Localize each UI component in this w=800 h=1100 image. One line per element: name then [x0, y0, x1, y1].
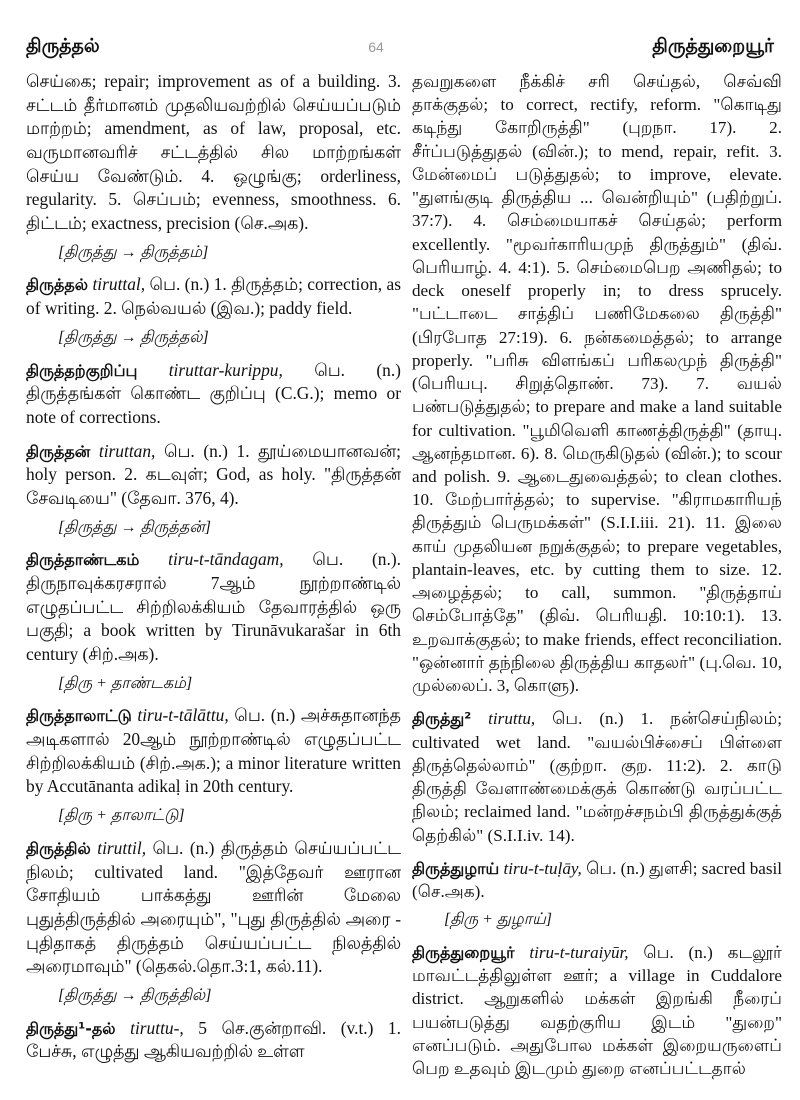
left-running-head: திருத்தல் — [26, 34, 100, 57]
page-header — [26, 32, 774, 62]
entry-transliteration: tiru-t-tāndagam, — [168, 549, 284, 570]
entry-headword: திருத்தாண்டகம் — [26, 550, 140, 570]
entry-transliteration: tiruttal, — [92, 274, 146, 295]
continued-definition: தவறுகளை நீக்கிச் சரி செய்தல், செவ்வி தாக்குதல்; to correct, rectify, reform. "கொடிது கடிந்து கோறிருத்தி" (புறநா. 17). 2. சீர்ப்படுத்துதல் (வின்.); to mend, repair, refit. 3. மேன்மைப் படுத்துதல்; to improve, elevate. "துளங்குடி திருத்திய ... வென்றியும்" (பதிற்றுப். 37:7). 4. செம்மையாகச் செய்தல்; perform excellently. "மூவர்காரியமுந் திருத்தும்" (திவ். பெரியாழ். 4. 4:1). 5. செம்மைபெற அணிதல்; to deck oneself properly in; to dress sprucely. "பட்டாடை சாத்திப் பணிமேகலை திருத்தி" (பிரபோத 27:19). 6. நன்கமைத்தல்; to arrange properly. "பரிசு விளங்கப் பரிகலமுந் திருத்தி" (பெரியபு. சிறுத்தொண். 73). 7. வயல் பண்படுத்துதல்; to prepare and make a land suitable for cultivation. "பூமிவெளி காணத்திருத்தி" (தாயு. ஆனந்தமான. 6). 8. மெருகிடுதல் (வின்.); to scour and polish. 9. ஆடைதுவைத்தல்; to clean clothes. 10. மேற்பார்த்தல்; to supervise. "கிராமகாரியந் திருத்தும் பெருமக்கள்" (S.I.I.iii. 21). 11. இலை காய் முதலியன நறுக்குதல்; to prepare vegetables, plantain-leaves, etc. by cutting them to size. 12. அழைத்தல்; to call, summon. "திருத்தாய் செம்போத்தே" (திவ். பெரியதி. 10:10:1). 13. உறவாக்குதல்; to make friends, effect reconciliation. "ஒன்னார் தந்நிலை திருத்திய காதலர்" (பு.வெ. 10, முல்லைப். 3, கொளு). — [412, 72, 782, 696]
etymology-line: [திருத்து → திருத்தன்] — [58, 518, 211, 536]
dictionary-entry — [26, 548, 401, 666]
dictionary-entry — [26, 273, 401, 320]
right-running-head: திருத்துறையூர் — [652, 34, 774, 57]
entry-definition: பெ. (n.). திருநாவுக்கரசரால் 7ஆம் நூற்றாண்டில் எழுதப்பட்ட சிற்றிலக்கியம் தேவாரத்தில் ஒரு பகுதி; a book written by Tirunāvukarašar in 6th century (சிற்.அக). — [26, 549, 401, 665]
entry-definition: பெ. (n.) கடலூர் மாவட்டத்திலுள்ள ஊர்; a village in Cuddalore district. ஆறுகளில் மக்கள் இறங்கி நீரைப் பயன்படுத்து வதற்குரிய இடம் "துறை" எனப்படும். அதுபோல மக்கள் இறையருளைப் பெற உதவும் இடமும் துறை எனப்பட்டதால் — [412, 942, 782, 1079]
entry-definition: பெ. (n.) 1. தூய்மையானவன்; holy person. 2. கடவுள்; God, as holy. "திருத்தன் சேவடியை" (தேவா. 376, 4). — [26, 440, 401, 508]
dictionary-entry — [412, 941, 782, 1080]
dictionary-entry — [412, 857, 782, 903]
continued-definition: செய்கை; repair; improvement as of a building. 3. சட்டம் தீர்மானம் முதலியவற்றில் செய்யப்படும் மாற்றம்; amendment, as of law, proposal, etc. வருமானவரிச் சட்டத்தில் சில மாற்றங்கள் செய்ய வேண்டும். 4. ஒழுங்கு; orderliness, regularity. 5. செப்பம்; evenness, smoothness. 6. திட்டம்; exactness, precision (செ.அக). — [26, 71, 401, 234]
dictionary-entry — [26, 704, 401, 799]
dictionary-entry — [412, 707, 782, 846]
entry-headword: திருத்தல் — [26, 275, 89, 295]
entry-transliteration: tiru-t-tuḷāy, — [503, 858, 582, 878]
entry-headword: திருத்தாலாட்டு — [26, 706, 132, 726]
etymology-line: [திருத்து → திருத்தில்] — [58, 986, 212, 1004]
entry-transliteration: tiru-t-turaiyūr, — [529, 942, 629, 962]
entry-headword: திருத்துழாய் — [412, 858, 500, 878]
entry-transliteration: tiruttan, — [98, 440, 156, 461]
dictionary-entry — [26, 837, 401, 979]
entry-transliteration: tiruttu-, — [130, 1017, 184, 1038]
entry-definition: பெ. (n.) திருத்தம் செய்யப்பட்ட நிலம்; cultivated land. "இத்தேவர் ஊரான சோதியம் பாக்கத்து ஊரின் மேலை புதுத்திருத்தில் அரையும்", "புது திருத்தில் அரை - புதிதாகத் திருத்தம் செய்யப்பட்ட நிலத்தில் அரைமாவும்" (தெகல்.தொ.3:1, கல்.11). — [26, 837, 401, 977]
dictionary-entry — [26, 440, 401, 511]
entry-headword: திருத்துறையூர் — [412, 942, 515, 962]
entry-definition: பெ. (n.) அச்சுதானந்த அடிகளால் 20ஆம் நூற்றாண்டில் எழுதப்பட்ட சிற்றிலக்கியம் (சிற்.அக.); a minor literature written by Accutānanta adikaḷ in 20th century. — [26, 705, 401, 797]
right-column — [412, 70, 782, 1085]
entry-definition: பெ. (n.) 1. நன்செய்நிலம்; cultivated wet land. "வயல்பிச்சைப் பிள்ளை திருத்தெல்லாம்" (குற்றா. குற. 11:2). 2. காடு திருத்தி வேளாண்மைக்குக் கொண்டு வரப்பட்ட நிலம்; reclaimed land. "மன்றச்சநம்பி திருத்துக்குத் தெற்கில்" (S.I.I.iv. 14). — [412, 709, 782, 845]
etymology-line: [திரு + துழாய்] — [444, 911, 553, 929]
entry-headword: திருத்தில் — [26, 838, 91, 858]
entry-definition: பெ. (n.) திருத்தங்கள் கொண்ட குறிப்பு (C.G.); memo or note of corrections. — [26, 359, 401, 427]
dictionary-entry — [26, 1017, 401, 1064]
page-number: 64 — [368, 39, 384, 55]
entry-definition: 5 செ.குன்றாவி. (v.t.) 1. பேச்சு, எழுத்து ஆகியவற்றில் உள்ள — [26, 1017, 401, 1062]
dictionary-entry — [26, 359, 401, 430]
entry-transliteration: tiru-t-tālāttu, — [137, 705, 229, 726]
entry-transliteration: tiruttil, — [97, 837, 147, 858]
entry-transliteration: tiruttar-kurippu, — [168, 359, 283, 380]
etymology-line: [திருத்து → திருத்தல்] — [58, 328, 209, 346]
etymology-line: [திருத்து → திருத்தம்] — [58, 243, 209, 261]
entry-definition: பெ. (n.) 1. திருத்தம்; correction, as of writing. 2. நெல்வயல் (இவ.); paddy field. — [26, 274, 401, 319]
entry-headword: திருத்து² — [412, 709, 472, 729]
entry-headword: திருத்து¹-தல் — [26, 1018, 116, 1038]
entry-definition: பெ. (n.) துளசி; sacred basil (செ.அக). — [412, 858, 783, 901]
etymology-line: [திரு + தாலாட்டு] — [58, 807, 185, 825]
etymology-line: [திரு + தாண்டகம்] — [58, 674, 193, 692]
left-column — [26, 70, 401, 1069]
entry-headword: திருத்தற்குறிப்பு — [26, 360, 138, 380]
entry-transliteration: tiruttu, — [488, 709, 536, 729]
entry-headword: திருத்தன் — [26, 441, 91, 461]
